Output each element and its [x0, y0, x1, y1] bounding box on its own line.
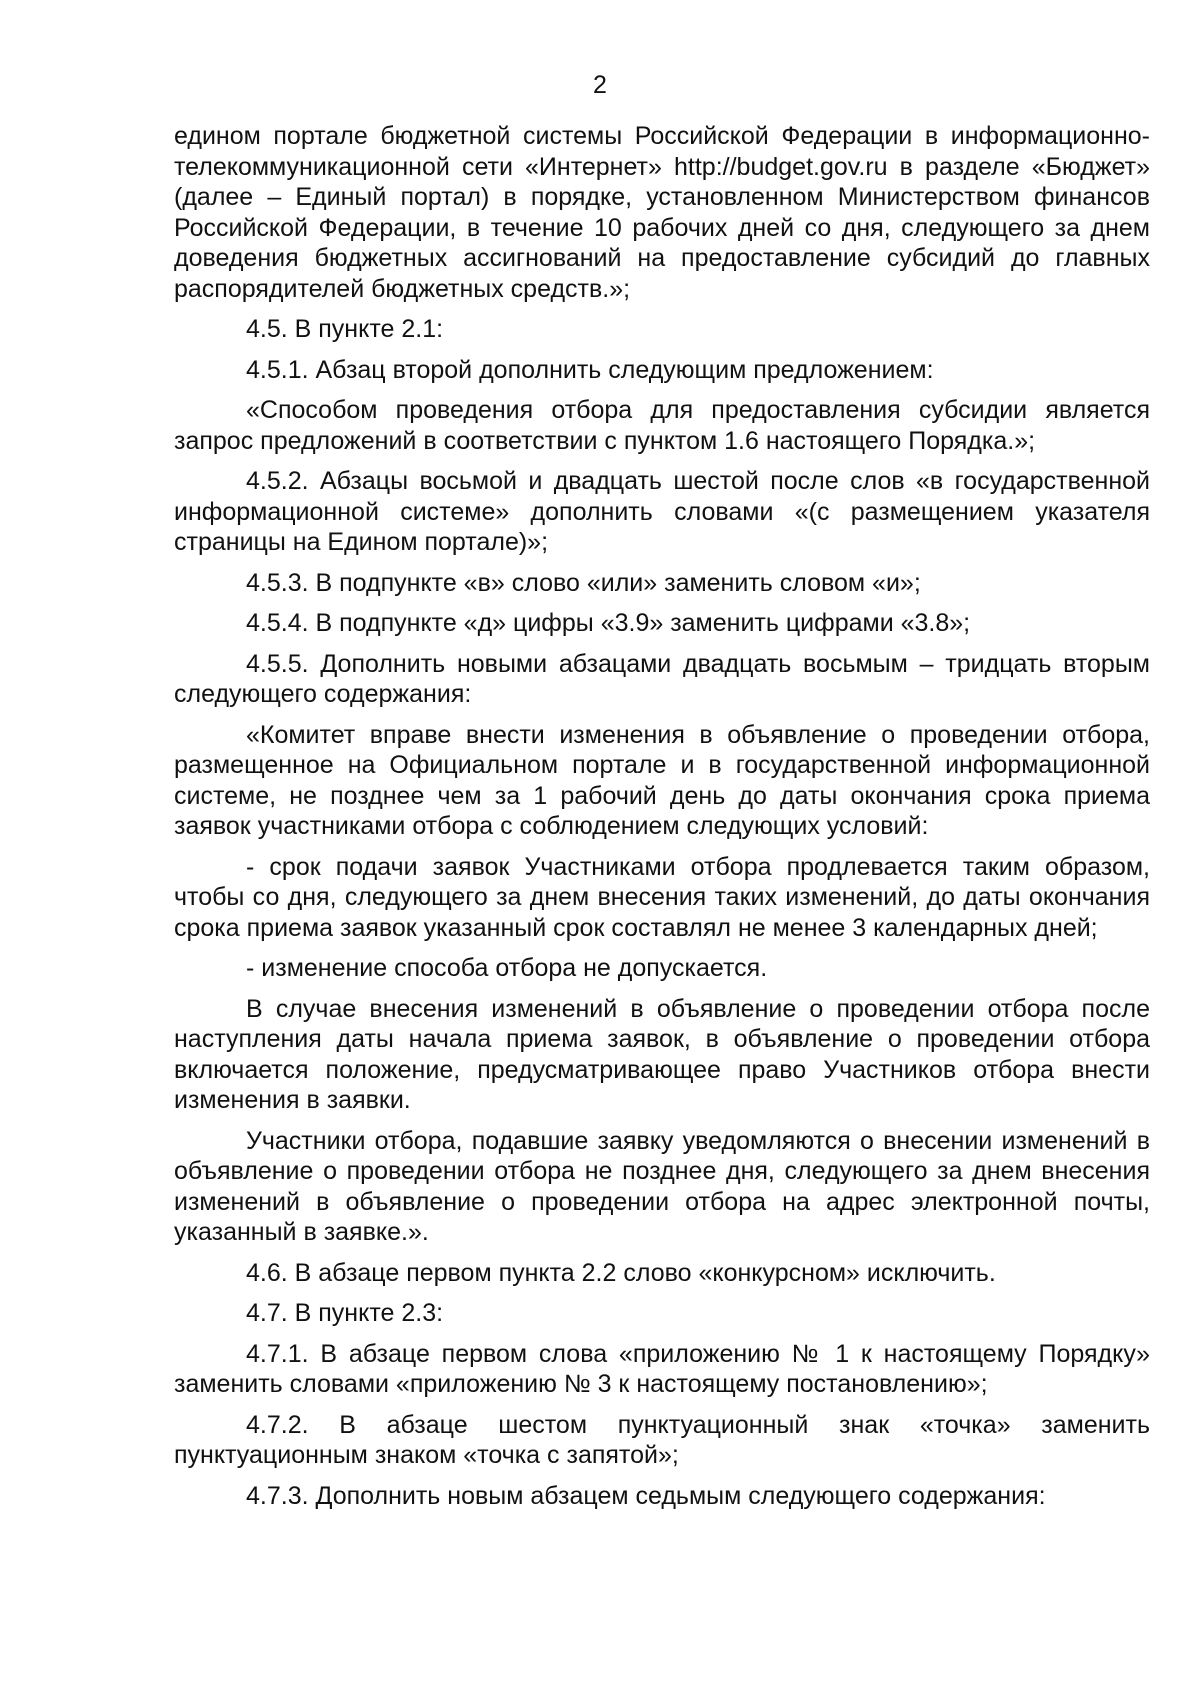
paragraph: 4.5.1. Абзац второй дополнить следующим предложением: — [246, 355, 934, 384]
paragraph: едином портале бюджетной системы Российской Федерации в информационно-телекоммуникационной сети «Интернет» http://budget.gov.ru в разделе «Бюджет» (далее – Единый портал) в порядке, установленном Министерством финансов Российской Федерации, в течение 10 рабочих дней со дня, следующего за днем доведения бюджетных ассигнований на предоставление субсидий до главных распорядителей бюджетных средств.»; — [174, 122, 1150, 303]
page-number: 2 — [593, 71, 607, 99]
paragraph: 4.5. В пункте 2.1: — [246, 315, 444, 343]
paragraph: 4.5.2. Абзацы восьмой и двадцать шестой после слов «в государственной информационной системе» дополнить словами «(с размещением указателя страницы на Едином портале)»; — [174, 467, 1150, 556]
paragraph: 4.7. В пункте 2.3: — [246, 1299, 444, 1327]
paragraph: 4.7.2. В абзаце шестом пунктуационный знак «точка» заменить пунктуационным знаком «точка с запятой»; — [174, 1410, 1150, 1469]
paragraph: В случае внесения изменений в объявление о проведении отбора после наступления даты начала приема заявок, в объявление о проведении отбора включается положение, предусматривающее право Участников отбора внести изменения в заявки. — [174, 994, 1150, 1114]
paragraph: Участники отбора, подавшие заявку уведомляются о внесении изменений в объявление о проведении отбора не позднее дня, следующего за днем внесения изменений в объявление о проведении отбора на адрес электронной почты, указанный в заявке.». — [174, 1126, 1150, 1246]
paragraph: 4.6. В абзаце первом пункта 2.2 слово «конкурсном» исключить. — [246, 1258, 996, 1287]
document-body — [174, 121, 1150, 1521]
paragraph: «Способом проведения отбора для предоставления субсидии является запрос предложений в соответствии с пунктом 1.6 настоящего Порядка.»; — [174, 396, 1150, 455]
paragraph: 4.7.3. Дополнить новым абзацем седьмым следующего содержания: — [246, 1481, 1046, 1510]
paragraph: 4.5.5. Дополнить новыми абзацами двадцать восьмым – тридцать вторым следующего содержания: — [174, 649, 1150, 708]
paragraph: 4.7.1. В абзаце первом слова «приложению № 1 к настоящему Порядку» заменить словами «приложению № 3 к настоящему постановлению»; — [174, 1339, 1150, 1398]
paragraph: - срок подачи заявок Участниками отбора продлевается таким образом, чтобы со дня, следующего за днем внесения таких изменений, до даты окончания срока приема заявок указанный срок составлял не менее 3 календарных дней; — [174, 852, 1150, 942]
paragraph: «Комитет вправе внести изменения в объявление о проведении отбора, размещенное на Официальном портале и в государственной информационной системе, не позднее чем за 1 рабочий день до даты окончания срока приема заявок участниками отбора с соблюдением следующих условий: — [174, 720, 1150, 840]
paragraph: - изменение способа отбора не допускается. — [246, 954, 768, 982]
paragraph: 4.5.4. В подпункте «д» цифры «3.9» заменить цифрами «3.8»; — [246, 609, 971, 637]
paragraph: 4.5.3. В подпункте «в» слово «или» заменить словом «и»; — [246, 568, 921, 597]
